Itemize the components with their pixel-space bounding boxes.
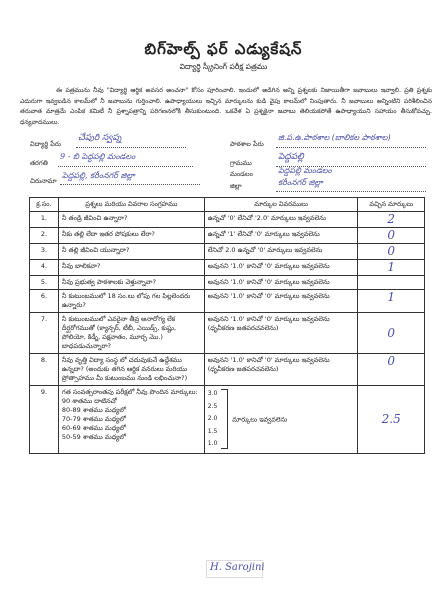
- class-line: [58, 166, 193, 167]
- question-text: నీవు వృత్తి విద్యా సంస్థ లో చదువుకునే ఉద్దేశము ఉన్నదా? (అందుకు తగిన ఆర్థిక వనరులు మరియు ప్రోత్సాహము మీ కుటుంబము నుండి లభించునా?): [58, 354, 204, 386]
- header-questions: ప్రశ్నలు మరియు వివరాల సంగ్రహము: [58, 198, 204, 212]
- mark-rule: అవునని '1.0' కానిచో '0' మార్కులు ఇవ్వవలెను: [204, 290, 358, 313]
- question-text: నీకు తల్లి లేదా ఇతర పోషకులు లేరా?: [58, 228, 204, 244]
- mark-value: 0: [358, 313, 425, 354]
- mark-rule: అవునని '1.0' కానిచో '0' మార్కులు ఇవ్వవలెను: [204, 260, 358, 276]
- table-row: [30, 276, 425, 290]
- row-number: 1.: [30, 212, 59, 228]
- teacher-signature: H. Sarojini: [210, 562, 265, 573]
- mark-rule: ఉన్నచో '0' లేనిచో '2.0' మార్కులు ఇవ్వవలెను: [204, 212, 358, 228]
- school-name-label: పాఠశాల పేరు: [230, 140, 264, 148]
- table-row: [30, 354, 425, 386]
- table-row: [30, 260, 425, 276]
- student-name-value: చేపురి స్వప్న: [78, 133, 122, 143]
- row-number: 6.: [30, 290, 59, 313]
- district-line: [276, 191, 426, 192]
- class-value: 9 - బి పెద్దపల్లి మండలం: [60, 152, 136, 161]
- document-subtitle: విద్యార్థి స్క్రీనింగ్ పరీక్ష పత్రము: [179, 62, 268, 71]
- row-number: 7.: [30, 313, 59, 354]
- mark-scale-cell: [204, 386, 358, 454]
- question-text: నీవు ప్రభుత్వ పాఠశాలకు వెళ్తున్నావా?: [58, 276, 204, 290]
- mark-value: 0: [358, 354, 425, 386]
- scale-bracket: [221, 389, 228, 449]
- mark-value: 1: [358, 260, 425, 276]
- student-name-label: విద్యార్థి పేరు: [30, 140, 62, 148]
- class-label: తరగతి: [30, 159, 48, 167]
- mandal-value: పెద్దపల్లి మండలం: [278, 166, 332, 175]
- header-mark-rules: మార్కుల వివరములు: [204, 198, 358, 212]
- village-value: పెద్దపల్లి: [278, 152, 304, 162]
- instructions-paragraph: ఈ పత్రమును నీవు "విద్యార్థి ఆర్థిక అవసర అంచనా" కోసం పూరించాలి. ఇందులో అడిగిన అన్ని ప్రశ్నలకు నిజాయితీగా జవాబులు ఇవ్వాలి. ప్రతి ప్రశ్నకు ఎదురుగా ఇవ్వబడిన కాలమ్‌లో నీ జవాబును గుర్తించాలి. ఉపాధ్యాయులు ఇచ్చిన మార్కులను కుడి వైపు కాలమ్‌లో నింపుతారు. నీ జవాబులు అన్నింటిని పరిశీలించిన తరువాత మాత్రమే ఎంపిక కమిటీ నీ ప్రశ్నాపత్రాన్ని పరిగణనలోకి తీసుకుంటుంది. ఒకవేళ ఏ ప్రశ్నకైనా జవాబు తెలియకపోతే ఉపాధ్యాయుని సహాయం తీసుకోవచ్చు. ధన్యవాదములు.: [20, 87, 432, 126]
- table-row: [30, 212, 425, 228]
- district-label: జిల్లా: [230, 182, 242, 190]
- scale-value: 3.0: [207, 390, 218, 397]
- row-number: 4.: [30, 260, 59, 276]
- mark-rule: ఉన్నచో '1' లేనిచో '0' మార్కులు ఇవ్వవలెను: [204, 228, 358, 244]
- screening-table: [29, 197, 425, 454]
- table-row: [30, 386, 425, 454]
- table-row: [30, 244, 425, 260]
- table-row: [30, 228, 425, 244]
- mark-rule: మార్కులు ఇవ్వవలెను: [232, 415, 288, 424]
- mark-value: 2: [358, 212, 425, 228]
- question-text: నీ కుటుంబములో ఎవరైనా తీవ్ర అనారోగ్య లేక దీర్ఘరోగముతో (క్యాన్సర్, టీబీ, ఎయిడ్స్, కుష్టు, పోలియో, కిడ్నీ, పక్షవాతం, మూర్ఛ మొ.) బాధపడుచున్నారా?: [58, 313, 204, 354]
- mark-value: [358, 276, 425, 290]
- mark-value: 2.5: [358, 386, 425, 454]
- mark-value: 0: [358, 244, 425, 260]
- address-line: [60, 184, 200, 185]
- district-value: కరీంనగర్ జిల్లా: [278, 178, 323, 187]
- question-text: నీ తల్లి జీవించి యున్నారా?: [58, 244, 204, 260]
- mark-rule: అవునని '1.0' కానిచో '0' మార్కులు ఇవ్వవలెను (ధృవీకరణ జతపరచవలెను): [204, 313, 358, 354]
- scale-value: 2.0: [207, 415, 218, 422]
- scale-value: 1.5: [207, 427, 218, 435]
- question-text: నీవు బాలికవా?: [58, 260, 204, 276]
- header-marks-obtained: వచ్చిన మార్కులు: [358, 198, 425, 212]
- mark-value: 0: [358, 228, 425, 244]
- row-number: 9.: [30, 386, 59, 454]
- row-number: 3.: [30, 244, 59, 260]
- question-text: గత సంవత్సరాంతపు పరీక్షలో నీవు పొందిన మార్కులు: 90 శాతము దాటినచో 80-89 శాతము మధ్యలో 70-79 శాతము మధ్యలో 60-69 శాతము మధ్యలో 50-59 శాతము మధ్యలో: [58, 386, 204, 454]
- mark-rule: లేనిచో 2.0 ఉన్నచో '0' మార్కులు ఇవ్వవలెను: [204, 244, 358, 260]
- school-name-value: జి.ప.ఉ.పాఠశాల (బాలికల పాఠశాల): [278, 133, 391, 142]
- row-number: 2.: [30, 228, 59, 244]
- student-name-line: [76, 147, 186, 148]
- question-text: నీ తండ్రి జీవించి ఉన్నారా?: [58, 212, 204, 228]
- row-number: 5.: [30, 276, 59, 290]
- scale-value: 1.0: [207, 440, 218, 447]
- mark-rule: అవునని '1.0' కానిచో '0' మార్కులు ఇవ్వవలెను (ధృవీకరణ జతపరచవలెను): [204, 354, 358, 386]
- village-label: గ్రామము: [230, 159, 252, 167]
- table-row: [30, 313, 425, 354]
- scale-value: 2.5: [207, 402, 218, 410]
- mandal-label: మండలం: [230, 170, 253, 178]
- address-label: చిరునామా: [30, 177, 57, 185]
- address-value: పెద్దపల్లి, కరీంనగర్ జిల్లా: [62, 171, 135, 180]
- table-header-row: [30, 198, 425, 212]
- mark-value: 1: [358, 290, 425, 313]
- header-serial: క్ర.సం.: [30, 198, 59, 212]
- question-text: నీ కుటుంబములో 18 సం.లు లోపు గల పిల్లలెందరు ఉన్నారు?: [58, 290, 204, 313]
- row-number: 8.: [30, 354, 59, 386]
- document-title: బిగ్‌హెల్ప్ ఫర్ ఎడ్యుకేషన్: [144, 40, 303, 58]
- mark-scale: [208, 388, 218, 451]
- table-row: [30, 290, 425, 313]
- school-name-line: [276, 147, 426, 148]
- mark-rule: అవునని '1.0' కానిచో '0' మార్కులు ఇవ్వవలెను: [204, 276, 358, 290]
